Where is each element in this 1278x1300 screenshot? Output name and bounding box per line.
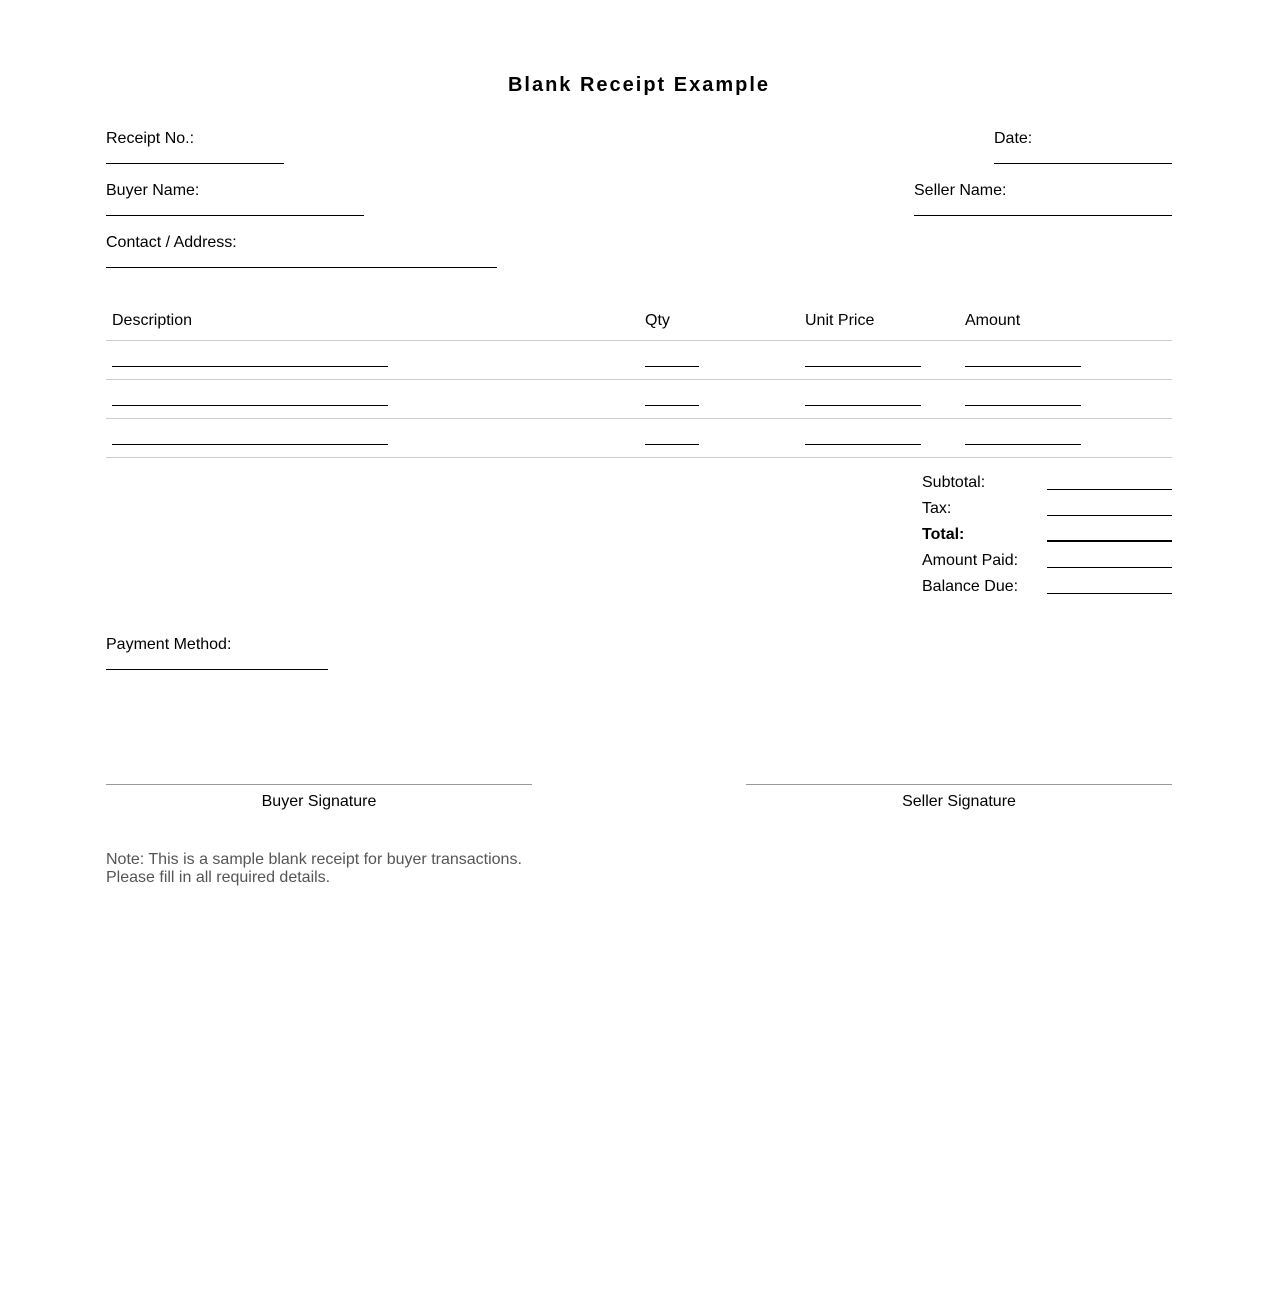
column-header-unit-price: Unit Price [805,312,875,329]
contact-address-label: Contact / Address: [106,234,237,251]
total-label: Total: [922,526,965,543]
column-header-description: Description [112,312,193,329]
buyer-name-label: Buyer Name: [106,182,200,199]
description-field[interactable] [112,444,388,445]
seller-signature-caption: Seller Signature [902,793,1016,810]
note-line-2: Please fill in all required details. [106,869,331,886]
balance-due-label: Balance Due: [922,578,1019,595]
tax-label: Tax: [922,500,952,517]
seller-name-field[interactable] [914,215,1172,216]
amount-field[interactable] [965,405,1081,406]
column-header-qty: Qty [645,312,670,329]
note [106,851,522,887]
buyer-name-field[interactable] [106,215,364,216]
amount-field[interactable] [965,366,1081,367]
buyer-signature-caption: Buyer Signature [261,793,377,810]
unit-price-field[interactable] [805,444,921,445]
subtotal-field[interactable] [1047,489,1172,490]
unit-price-field[interactable] [805,366,921,367]
qty-field[interactable] [645,405,699,406]
amount-field[interactable] [965,444,1081,445]
seller-signature-line[interactable] [746,784,1172,785]
page-title: Blank Receipt Example [507,74,771,96]
total-field[interactable] [1047,540,1172,542]
column-header-amount: Amount [965,312,1021,329]
contact-address-field[interactable] [106,267,497,268]
note-line-1: Note: This is a sample blank receipt for buyer transactions. [106,851,522,868]
amount-paid-label: Amount Paid: [922,552,1019,569]
subtotal-label: Subtotal: [922,474,986,491]
description-field[interactable] [112,366,388,367]
qty-field[interactable] [645,366,699,367]
payment-method-field[interactable] [106,669,328,670]
table-divider [106,379,1172,380]
receipt-no-field[interactable] [106,163,284,164]
unit-price-field[interactable] [805,405,921,406]
buyer-signature-line[interactable] [106,784,532,785]
date-label: Date: [994,130,1033,147]
amount-paid-field[interactable] [1047,567,1172,568]
payment-method-label: Payment Method: [106,636,232,653]
description-field[interactable] [112,405,388,406]
table-divider [106,418,1172,419]
date-field[interactable] [994,163,1172,164]
receipt-no-label: Receipt No.: [106,130,195,147]
qty-field[interactable] [645,444,699,445]
seller-name-label: Seller Name: [914,182,1007,199]
tax-field[interactable] [1047,515,1172,516]
table-divider [106,340,1172,341]
balance-due-field[interactable] [1047,593,1172,594]
table-divider [106,457,1172,458]
